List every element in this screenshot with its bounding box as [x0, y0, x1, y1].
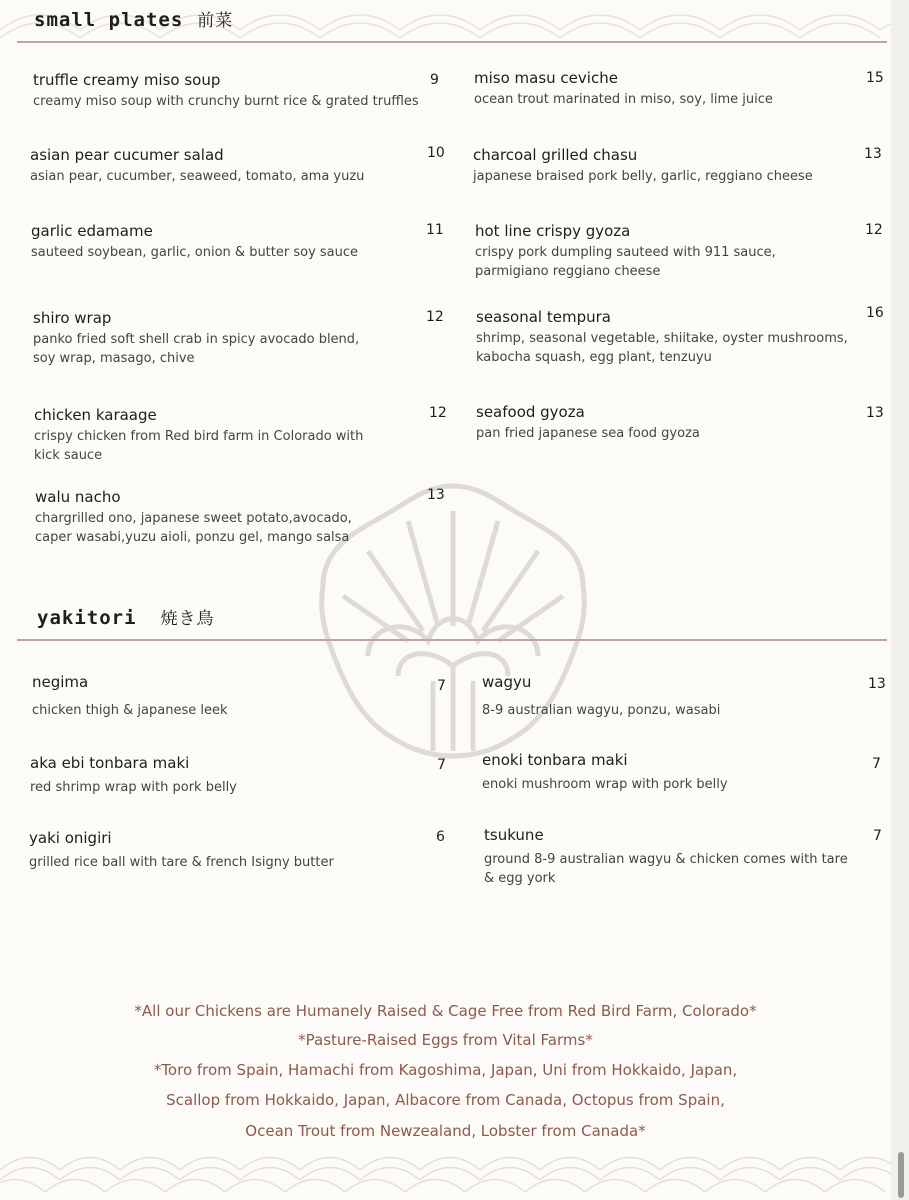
item-name: walu nacho	[35, 488, 121, 506]
item-description: asian pear, cucumber, seaweed, tomato, ama yuzu	[30, 169, 365, 184]
menu-item	[29, 829, 334, 872]
item-description: sauteed soybean, garlic, onion & butter soy sauce	[31, 245, 359, 260]
item-description: creamy miso soup with crunchy burnt rice & grated truffles	[33, 94, 419, 109]
menu-item	[475, 222, 776, 281]
menu-item	[473, 146, 813, 186]
item-price: 12	[426, 309, 444, 325]
item-name: chicken karaage	[34, 406, 157, 424]
section-title-small-plates	[34, 6, 233, 31]
item-description: chicken thigh & japanese leek	[32, 703, 228, 718]
item-name: shiro wrap	[33, 309, 112, 327]
menu-item	[484, 826, 848, 888]
item-price: 7	[437, 757, 446, 773]
item-description: chargrilled ono, japanese sweet potato,avocado, caper wasabi,yuzu aioli, ponzu gel, mango salsa	[35, 511, 352, 545]
wave-pattern-bottom	[0, 1130, 891, 1200]
menu-item	[476, 403, 700, 443]
item-description: red shrimp wrap with pork belly	[30, 780, 237, 795]
menu-item	[33, 309, 359, 368]
item-price: 12	[429, 405, 447, 421]
sourcing-note: *Pasture-Raised Eggs from Vital Farms*	[298, 1031, 593, 1049]
item-description: shrimp, seasonal vegetable, shiitake, oyster mushrooms, kabocha squash, egg plant, tenzuyu	[476, 331, 848, 365]
item-description: crispy pork dumpling sauteed with 911 sauce, parmigiano reggiano cheese	[475, 245, 776, 279]
item-name: seasonal tempura	[476, 308, 611, 326]
menu-item	[474, 69, 773, 109]
item-price: 7	[437, 678, 446, 694]
item-description: crispy chicken from Red bird farm in Colorado with kick sauce	[34, 429, 364, 463]
item-description: enoki mushroom wrap with pork belly	[482, 777, 728, 792]
item-name: miso masu ceviche	[474, 69, 618, 87]
item-description: grilled rice ball with tare & french Isigny butter	[29, 855, 334, 870]
item-name: aka ebi tonbara maki	[30, 754, 190, 772]
item-price: 16	[866, 305, 884, 321]
item-price: 9	[430, 72, 439, 88]
menu-item	[30, 146, 364, 186]
item-description: panko fried soft shell crab in spicy avocado blend, soy wrap, masago, chive	[33, 332, 360, 366]
item-name: charcoal grilled chasu	[473, 146, 638, 164]
item-description: 8-9 australian wagyu, ponzu, wasabi	[482, 703, 721, 718]
section-title-yakitori	[37, 604, 215, 629]
section-title-kanji: 焼き鳥	[160, 609, 215, 629]
item-price: 13	[427, 487, 445, 503]
menu-item	[30, 754, 237, 797]
scrollbar-thumb[interactable]	[898, 1152, 904, 1198]
sourcing-note: *Toro from Spain, Hamachi from Kagoshima, Japan, Uni from Hokkaido, Japan,	[153, 1061, 738, 1079]
item-name: negima	[32, 673, 89, 691]
section-title-text: small plates	[34, 9, 184, 31]
item-price: 12	[865, 222, 883, 238]
menu-item	[31, 222, 358, 262]
section-divider	[17, 41, 887, 43]
menu-item	[482, 673, 720, 720]
menu-item	[33, 71, 419, 111]
vertical-scrollbar[interactable]	[891, 0, 909, 1200]
sourcing-note: Scallop from Hokkaido, Japan, Albacore from Canada, Octopus from Spain,	[166, 1091, 725, 1109]
item-name: enoki tonbara maki	[482, 751, 628, 769]
section-title-text: yakitori	[37, 607, 137, 629]
item-name: asian pear cucumer salad	[30, 146, 224, 164]
item-description: ocean trout marinated in miso, soy, lime juice	[474, 92, 773, 107]
sourcing-note: *All our Chickens are Humanely Raised & Cage Free from Red Bird Farm, Colorado*	[134, 1002, 757, 1020]
item-price: 7	[872, 756, 881, 772]
menu-item	[32, 673, 228, 720]
item-name: garlic edamame	[31, 222, 153, 240]
item-name: tsukune	[484, 826, 544, 844]
item-price: 15	[866, 70, 884, 86]
item-price: 7	[873, 828, 882, 844]
item-price: 10	[427, 145, 445, 161]
menu-item	[482, 751, 728, 794]
menu-item	[34, 406, 363, 465]
item-description: japanese braised pork belly, garlic, reggiano cheese	[473, 169, 813, 184]
item-name: hot line crispy gyoza	[475, 222, 631, 240]
item-price: 6	[436, 829, 445, 845]
item-description: ground 8-9 australian wagyu & chicken comes with tare & egg york	[484, 852, 848, 886]
item-price: 13	[864, 146, 882, 162]
section-divider	[17, 639, 887, 641]
menu-item	[476, 308, 848, 367]
item-name: yaki onigiri	[29, 829, 112, 847]
sourcing-note: Ocean Trout from Newzealand, Lobster from Canada*	[245, 1122, 646, 1140]
item-description: pan fried japanese sea food gyoza	[476, 426, 700, 441]
item-name: wagyu	[482, 673, 532, 691]
item-price: 11	[426, 222, 444, 238]
section-title-kanji: 前菜	[197, 11, 234, 31]
menu-item	[35, 488, 352, 547]
item-price: 13	[868, 676, 886, 692]
item-name: seafood gyoza	[476, 403, 585, 421]
item-price: 13	[866, 405, 884, 421]
item-name: truffle creamy miso soup	[33, 71, 221, 89]
